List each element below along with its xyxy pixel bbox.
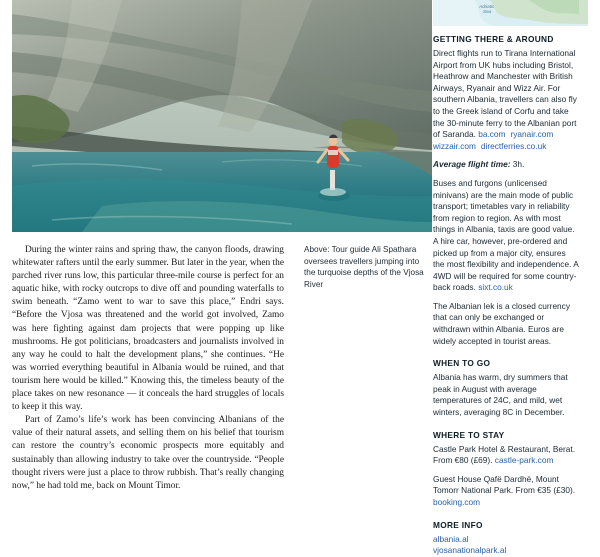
average-flight-time-label: Average flight time: xyxy=(433,159,511,170)
factbox-sidebar xyxy=(433,0,588,556)
link-albania-al[interactable]: albania.al xyxy=(433,533,469,544)
link-sixt-co-uk[interactable]: sixt.co.uk xyxy=(478,282,513,293)
article-paragraph: Part of Zamo’s life’s work has been convincing Albanians of the value of their natural assets, and selling them on his belief that tourism can restore the country’s economic prospects more equitably and sustainably than allowing industry to take over the countryside. “People thought rivers were just a place to throw rubbish. That’s really changing now,” he had told me, back on Mount Timor. xyxy=(12,415,284,491)
sidebar-content xyxy=(433,34,579,557)
sidebar-paragraph: The Albanian lek is a closed currency that can only be exchanged or withdrawn within Albania. Euros are widely accepted in tourist areas. xyxy=(433,300,570,346)
average-flight-time-value: 3h. xyxy=(510,159,525,170)
link-castle-park-com[interactable]: castle-park.com xyxy=(494,455,554,466)
sidebar-heading-when-to-go: WHEN TO GO xyxy=(433,358,491,369)
link-vjosanationalpark-al[interactable]: vjosanationalpark.al xyxy=(433,545,507,556)
article-body xyxy=(12,244,284,493)
sidebar-average-flight-time xyxy=(433,159,579,171)
sidebar-heading-where-to-stay: WHERE TO STAY xyxy=(433,429,505,440)
sidebar-heading-getting-there: GETTING THERE & AROUND xyxy=(433,34,554,44)
sidebar-paragraph-text: Direct flights run to Tirana International Airport from UK hubs including Bristol, Heathrow and Manchester with British Airways, Ryanair and Wizz Air. For southern Albania, travellers can also fly to the Greek island of Corfu and take the 30-minute ferry to the Albanian port of Saranda. xyxy=(433,48,577,140)
sidebar-heading-more-info: MORE INFO xyxy=(433,519,483,530)
link-ba-com[interactable]: ba.com xyxy=(478,129,506,140)
link-ryanair-com[interactable]: ryanair.com xyxy=(510,129,554,140)
canyon-river-photo xyxy=(12,0,432,232)
link-wizzair-com[interactable]: wizzair.com xyxy=(433,140,476,151)
link-booking-com[interactable]: booking.com xyxy=(433,497,481,507)
link-directferries-co-uk[interactable]: directferries.co.uk xyxy=(480,140,547,151)
sidebar-paragraph: Albania has warm, dry summers that peak in August with average temperatures of 24C, and mild, wet winters, averaging 8C in December. xyxy=(433,372,568,418)
sidebar-paragraph xyxy=(433,178,579,294)
article-paragraph: During the winter rains and spring thaw, the canyon floods, drawing whitewater rafters until the early summer. But later in the year, when the parched river runs low, this particular three-mile course is perfect for an aquatic hike, with rocky outcrops to dive off and pounding waterfalls to swim beneath. “Zamo went to war to save this place,” Endri says. “Before the Vjosa was threatened and the world got involved, Zamo was here fighting against dam projects that were popping up like mushrooms. He got politicians, broadcasters and journalists involved in any way he could to halt the development plans,” she continues. “He was worried everything beautiful in Albania would be ruined, and that tourism here would be killed.” Knowing this, the timeless beauty of the place takes on new resonance — it conceals the hard struggles of locals to keep it this way. xyxy=(12,245,284,413)
albania-map xyxy=(433,0,588,26)
left-column xyxy=(12,0,432,500)
photo-caption: Above: Tour guide Ali Spathara oversees travellers jumping into the turquoise depths of the Vjosa River xyxy=(304,245,424,289)
sidebar-stay-castle-park: Castle Park Hotel & Restaurant, Berat. From €80 (£69). castle-park.com xyxy=(433,443,576,466)
svg-text:Sea: Sea xyxy=(483,9,492,14)
sidebar-more-info-links xyxy=(433,534,579,557)
sidebar-stay-qafe-dardhe: Guest House Qafë Dardhë, Mount Tomorr National Park. From €35 (£30). booking.com xyxy=(433,473,576,507)
svg-text:Adriatic: Adriatic xyxy=(479,4,495,9)
sidebar-paragraph-text: Buses and furgons (unlicensed minivans) are the main mode of public transport; timetables vary in reliability from region to region. As with most things in Albania, taxis are good value. A hire car, however, pre-ordered and picked up from a major city, ensures the most flexibility and independence. A 4WD will be required for some country-back roads. xyxy=(433,177,579,293)
sidebar-paragraph xyxy=(433,48,579,152)
